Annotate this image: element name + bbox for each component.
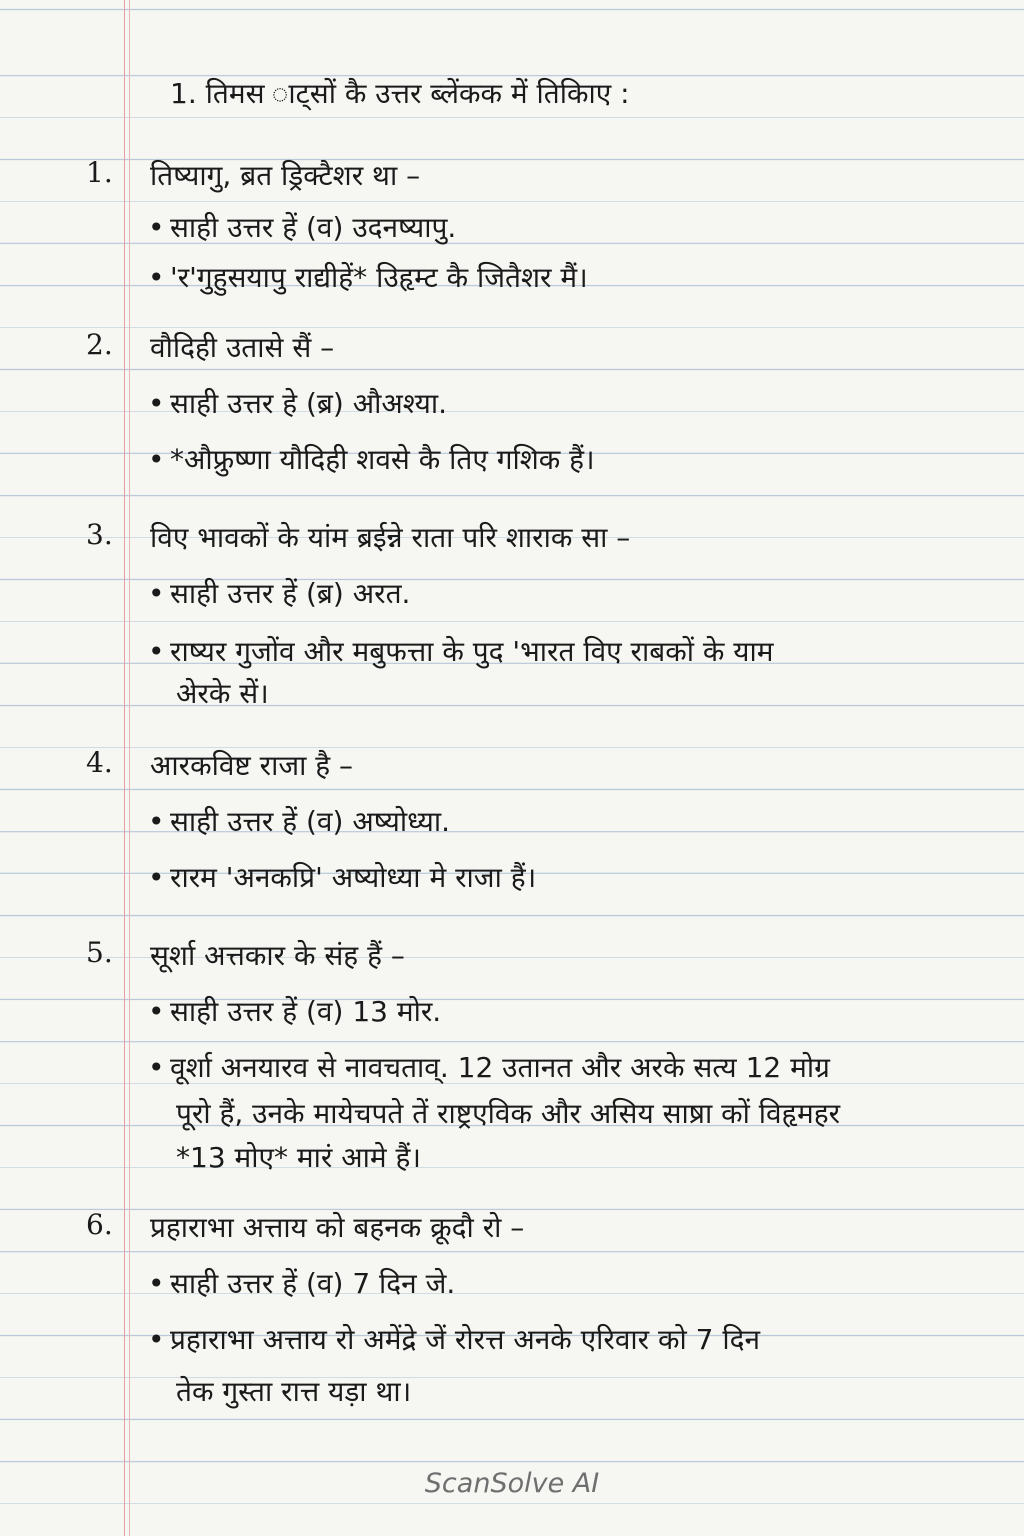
- bullet-icon: •: [148, 443, 165, 476]
- page-heading: 1. तिमस ाट्सों कै उत्तर ब्लेंकक में तिकिाए :: [170, 77, 630, 110]
- question-title: आरकविष्ट राजा है –: [150, 749, 354, 782]
- answer-text: साही उत्तर हे (ब्र) औअश्या.: [170, 387, 448, 420]
- explanation-continuation: अेरके सें।: [176, 677, 269, 710]
- watermark: ScanSolve AI: [424, 1468, 600, 1499]
- question-title: वौदिही उतासे सैं –: [150, 331, 335, 364]
- margin-line: [124, 0, 125, 1536]
- explanation-line: [148, 632, 774, 670]
- bullet-icon: •: [148, 387, 165, 420]
- answer-line: [148, 1264, 455, 1302]
- bullet-icon: •: [148, 861, 165, 894]
- question-title: सूर्शा अत्तकार के संह हैं –: [150, 939, 405, 972]
- bullet-icon: •: [148, 805, 165, 838]
- bullet-icon: •: [148, 1267, 165, 1300]
- explanation-continuation: तेक गुस्ता रात्त यड़ा था।: [176, 1375, 412, 1408]
- explanation-line: [148, 858, 536, 896]
- explanation-text: वूर्शा अनयारव से नावचताव्. 12 उतानत और अरके सत्य 12 मोग्र: [170, 1051, 830, 1084]
- question-number: 5.: [86, 936, 113, 969]
- answer-line: [148, 574, 410, 612]
- explanation-text: *औफ्रुष्णा यौदिही शवसे कै तिए गशिक हैं।: [170, 443, 595, 476]
- explanation-line: [148, 1048, 830, 1086]
- explanation-line: [148, 1320, 760, 1358]
- bullet-icon: •: [148, 577, 165, 610]
- explanation-line: [148, 258, 588, 296]
- explanation-text: 'र'गुहुसयापु राद्यीहें* उिहृम्ट कै जितैशर मैं।: [170, 261, 588, 294]
- question-number: 3.: [86, 518, 113, 551]
- explanation-continuation: पूरो हैं, उनके मायेचपते तें राष्ट्रएविक और असिय साष्रा कों विहृमहर: [176, 1097, 841, 1130]
- explanation-continuation: *13 मोए* मारं आमे हैं।: [176, 1141, 421, 1174]
- question-title: प्रहाराभा अत्ताय को बहनक क्रूदौ रो –: [150, 1211, 525, 1244]
- bullet-icon: •: [148, 261, 165, 294]
- bullet-icon: •: [148, 995, 165, 1028]
- answer-text: साही उत्तर हें (व) 13 मोर.: [170, 995, 442, 1028]
- answer-line: [148, 802, 450, 840]
- question-number: 6.: [86, 1208, 113, 1241]
- bullet-icon: •: [148, 1051, 165, 1084]
- question-title: विए भावकों के यांम ब्रईन्ने राता परि शाराक सा –: [150, 521, 631, 554]
- question-number: 1.: [86, 156, 113, 189]
- answer-line: [148, 992, 441, 1030]
- answer-text: साही उत्तर हें (ब्र) अरत.: [170, 577, 411, 610]
- explanation-text: प्रहाराभा अत्ताय रो अमेंद्रे जें रोरत्त अनके एरिवार को 7 दिन: [170, 1323, 761, 1356]
- explanation-text: रारम 'अनकप्रि' अष्योध्या मे राजा हैं।: [170, 861, 537, 894]
- question-title: तिष्यागु, ब्रत ड्रिक्टैशर था –: [150, 159, 421, 192]
- answer-line: [148, 208, 456, 246]
- question-number: 2.: [86, 328, 113, 361]
- question-number: 4.: [86, 746, 113, 779]
- bullet-icon: •: [148, 211, 165, 244]
- margin-line: [129, 0, 130, 1536]
- explanation-line: [148, 440, 595, 478]
- answer-line: [148, 384, 447, 422]
- answer-text: साही उत्तर हें (व) अष्योध्या.: [170, 805, 451, 838]
- answer-text: साही उत्तर हें (व) उदनष्यापु.: [170, 211, 457, 244]
- answer-text: साही उत्तर हें (व) 7 दिन जे.: [170, 1267, 456, 1300]
- bullet-icon: •: [148, 635, 165, 668]
- explanation-text: राष्यर गुजोंव और मबुफत्ता के पुद 'भारत विए राबकों के याम: [170, 635, 774, 668]
- bullet-icon: •: [148, 1323, 165, 1356]
